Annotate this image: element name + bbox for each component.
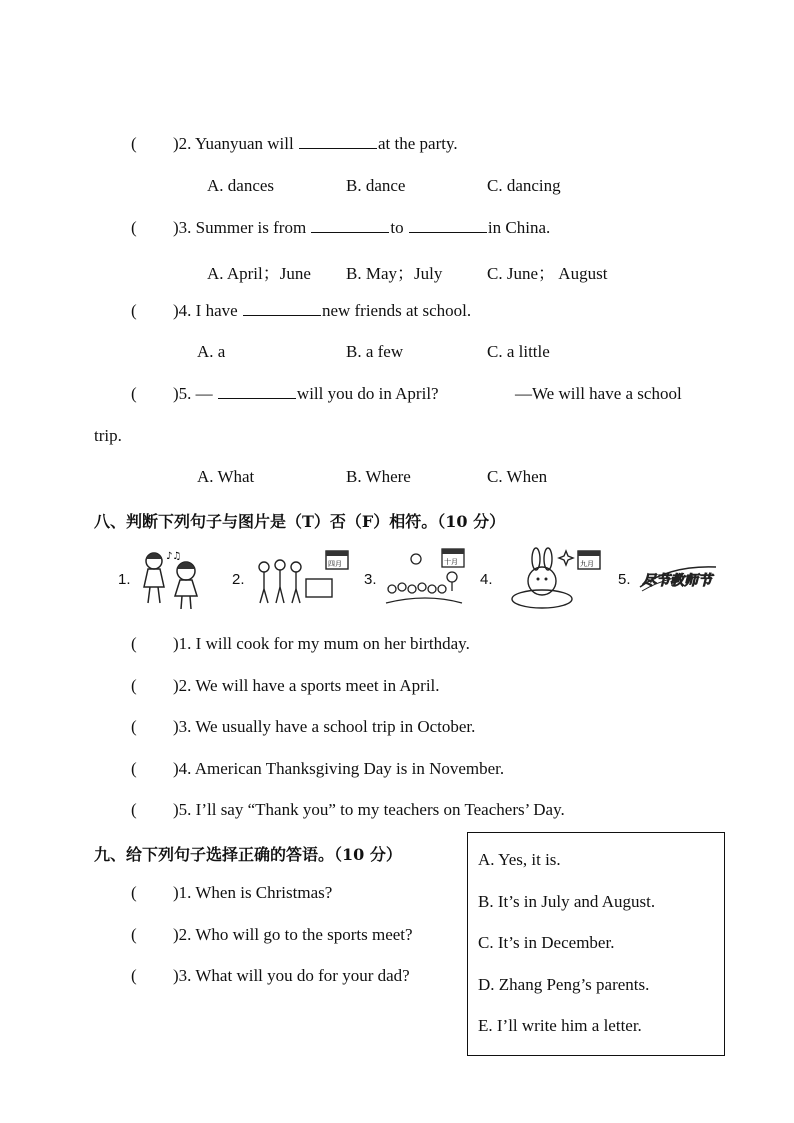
girls-singing-icon bbox=[134, 547, 206, 611]
judgement-item-3: ( )3. We usually have a school trip in October. bbox=[131, 717, 476, 736]
option-c[interactable]: C. dancing bbox=[487, 176, 561, 195]
option-c[interactable]: C. When bbox=[487, 467, 548, 486]
svg-text:尽节教师节: 尽节教师节 bbox=[642, 573, 712, 589]
answer-options-box bbox=[467, 832, 725, 1056]
answer-option-c[interactable]: C. It’s in December. bbox=[478, 933, 615, 952]
picture-number: 4. bbox=[480, 571, 493, 588]
answer-option-d[interactable]: D. Zhang Peng’s parents. bbox=[478, 975, 650, 994]
match-item-3: ( )3. What will you do for your dad? bbox=[131, 966, 410, 985]
answer-paren[interactable]: ( bbox=[131, 717, 137, 736]
match-item-2: ( )2. Who will go to the sports meet? bbox=[131, 925, 413, 944]
school-trip-calendar-icon bbox=[382, 547, 466, 609]
rabbit-mooncake-calendar-september-icon bbox=[498, 547, 604, 611]
svg-text:十月: 十月 bbox=[444, 558, 458, 566]
answer-paren[interactable]: ( bbox=[131, 966, 137, 985]
answer-paren[interactable]: ( bbox=[131, 218, 137, 237]
question-2: ( )2. Yuanyuan will at the party. bbox=[131, 134, 458, 153]
answer-paren[interactable]: ( bbox=[131, 134, 137, 153]
svg-text:♪♫: ♪♫ bbox=[166, 551, 182, 562]
option-a[interactable]: A. a bbox=[197, 342, 226, 361]
dialogue-reply-continued: trip. bbox=[94, 426, 122, 445]
answer-paren[interactable]: ( bbox=[131, 800, 137, 819]
answer-paren[interactable]: ( bbox=[131, 634, 137, 653]
fill-blank[interactable] bbox=[243, 301, 321, 316]
fill-blank[interactable] bbox=[311, 218, 389, 233]
picture-row bbox=[118, 547, 728, 613]
answer-paren[interactable]: ( bbox=[131, 883, 137, 902]
dialogue-reply: —We will have a school bbox=[515, 384, 682, 403]
section-8-heading: 八、判断下列句子与图片是（T）否（F）相符。（10 分） bbox=[94, 512, 506, 531]
answer-paren[interactable]: ( bbox=[131, 676, 137, 695]
sports-meet-calendar-april-icon bbox=[250, 547, 350, 609]
answer-paren[interactable]: ( bbox=[131, 925, 137, 944]
answer-paren[interactable]: ( bbox=[131, 759, 137, 778]
section-9-heading: 九、给下列句子选择正确的答语。（10 分） bbox=[94, 845, 402, 864]
option-b[interactable]: B. May；July bbox=[346, 264, 443, 283]
answer-option-a[interactable]: A. Yes, it is. bbox=[478, 850, 561, 869]
picture-number: 3. bbox=[364, 571, 377, 588]
judgement-item-5: ( )5. I’ll say “Thank you” to my teachers on Teachers’ Day. bbox=[131, 800, 565, 819]
fill-blank[interactable] bbox=[299, 134, 377, 149]
svg-text:九月: 九月 bbox=[580, 560, 594, 568]
answer-option-b[interactable]: B. It’s in July and August. bbox=[478, 892, 656, 911]
answer-paren[interactable]: ( bbox=[131, 301, 137, 320]
judgement-item-1: ( )1. I will cook for my mum on her birthday. bbox=[131, 634, 470, 653]
teachers-day-logo-icon bbox=[636, 547, 718, 609]
judgement-item-4: ( )4. American Thanksgiving Day is in November. bbox=[131, 759, 505, 778]
fill-blank[interactable] bbox=[409, 218, 487, 233]
match-item-1: ( )1. When is Christmas? bbox=[131, 883, 333, 902]
fill-blank[interactable] bbox=[218, 384, 296, 399]
option-c[interactable]: C. a little bbox=[487, 342, 550, 361]
option-b[interactable]: B. dance bbox=[346, 176, 406, 195]
option-a[interactable]: A. dances bbox=[207, 176, 275, 195]
picture-number: 5. bbox=[618, 571, 631, 588]
option-a[interactable]: A. What bbox=[197, 467, 255, 486]
answer-option-e[interactable]: E. I’ll write him a letter. bbox=[478, 1016, 642, 1035]
picture-number: 2. bbox=[232, 571, 245, 588]
option-b[interactable]: B. Where bbox=[346, 467, 411, 486]
option-c[interactable]: C. June； August bbox=[487, 264, 608, 283]
option-b[interactable]: B. a few bbox=[346, 342, 404, 361]
picture-number: 1. bbox=[118, 571, 131, 588]
answer-paren[interactable]: ( bbox=[131, 384, 137, 403]
option-a[interactable]: A. April；June bbox=[207, 264, 311, 283]
question-3: ( )3. Summer is from to in China. bbox=[131, 218, 551, 237]
judgement-item-2: ( )2. We will have a sports meet in April. bbox=[131, 676, 440, 695]
question-5: ( )5. — will you do in April? bbox=[131, 384, 439, 403]
question-4: ( )4. I have new friends at school. bbox=[131, 301, 472, 320]
svg-text:四月: 四月 bbox=[328, 560, 342, 568]
question-number: 2. bbox=[178, 134, 192, 153]
